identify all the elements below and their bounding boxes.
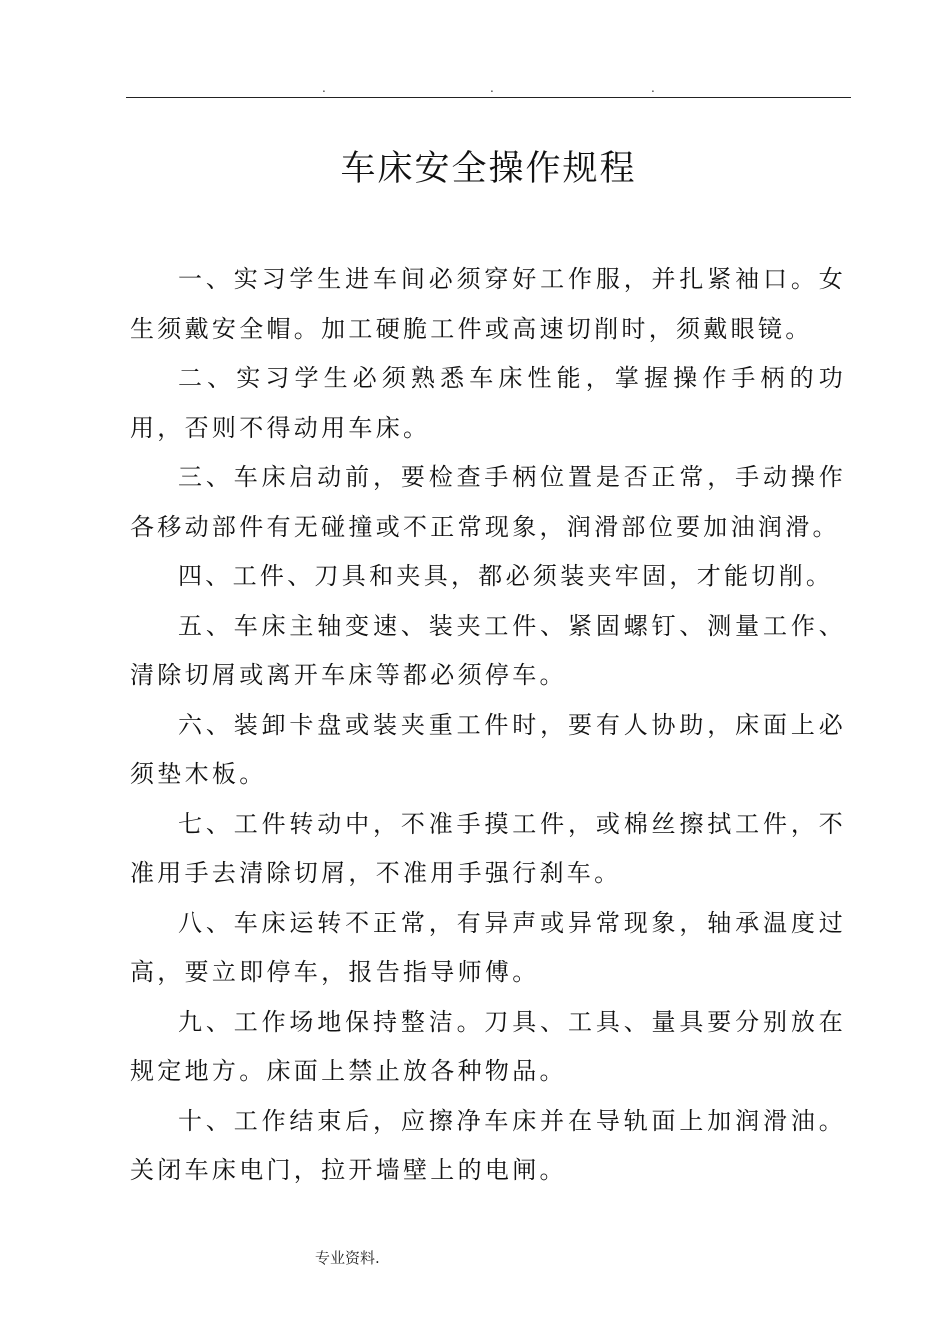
paragraph: 六、装卸卡盘或装夹重工件时，要有人协助，床面上必须垫木板。 bbox=[130, 710, 846, 788]
paragraph: 七、工件转动中，不准手摸工件，或棉丝擦拭工件，不准用手去清除切屑，不准用手强行刹车。 bbox=[130, 809, 846, 887]
header-dot: . bbox=[490, 81, 494, 95]
paragraph: 一、实习学生进车间必须穿好工作服，并扎紧袖口。女生须戴安全帽。加工硬脆工件或高速切削时，须戴眼镜。 bbox=[130, 265, 846, 343]
paragraph: 四、工件、刀具和夹具，都必须装夹牢固，才能切削。 bbox=[178, 562, 834, 590]
header-dot: . bbox=[651, 81, 655, 95]
header-rule bbox=[126, 97, 851, 98]
paragraph: 三、车床启动前，要检查手柄位置是否正常，手动操作各移动部件有无碰撞或不正常现象，润滑部位要加油润滑。 bbox=[130, 463, 846, 541]
paragraph: 五、车床主轴变速、装夹工件、紧固螺钉、测量工作、清除切屑或离开车床等都必须停车。 bbox=[130, 611, 846, 689]
document-body bbox=[130, 255, 846, 1196]
document-title: 车床安全操作规程 bbox=[340, 149, 637, 189]
paragraph: 十、工作结束后，应擦净车床并在导轨面上加润滑油。关闭车床电门，拉开墙壁上的电闸。 bbox=[130, 1106, 846, 1184]
paragraph: 九、工作场地保持整洁。刀具、工具、量具要分别放在规定地方。床面上禁止放各种物品。 bbox=[130, 1007, 846, 1085]
paragraph: 二、实习学生必须熟悉车床性能，掌握操作手柄的功用，否则不得动用车床。 bbox=[130, 364, 846, 442]
header-dot: . bbox=[322, 81, 326, 95]
paragraph: 八、车床运转不正常，有异声或异常现象，轴承温度过高，要立即停车，报告指导师傅。 bbox=[130, 908, 846, 986]
page-footer: 专业资料. bbox=[315, 1249, 380, 1267]
